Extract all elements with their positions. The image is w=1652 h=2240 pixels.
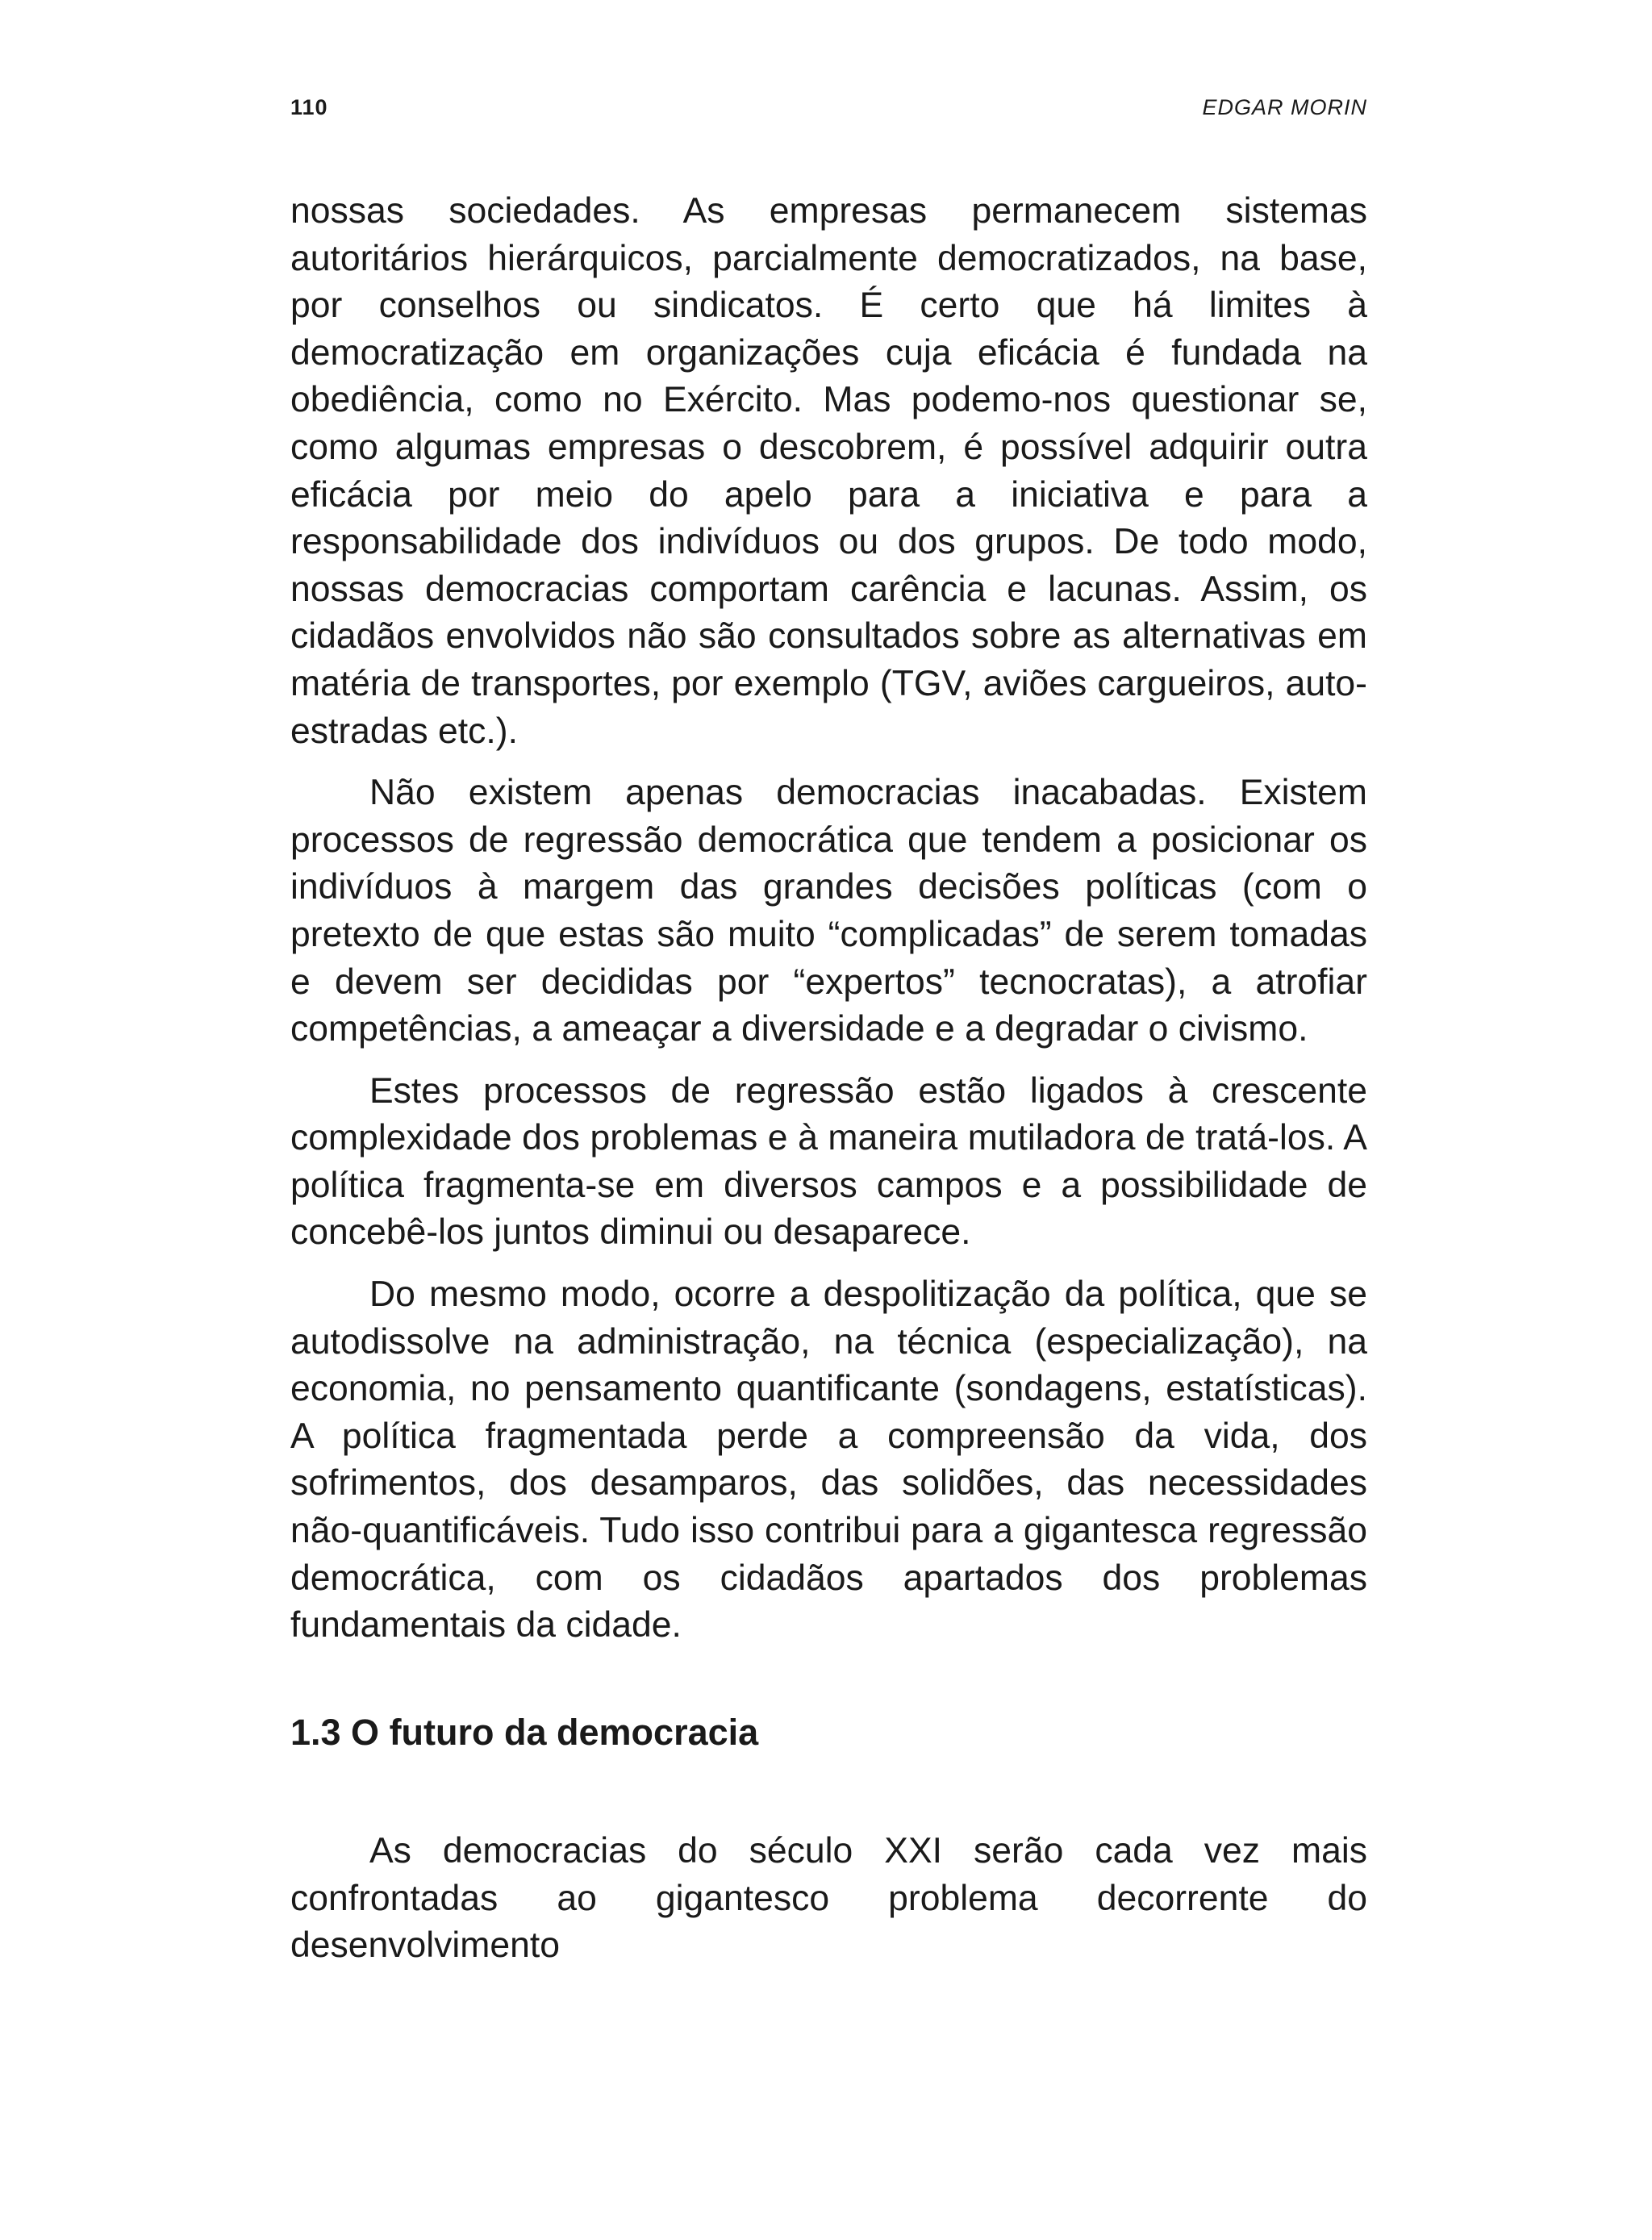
paragraph: As democracias do século XXI serão cada vez mais confrontadas ao gigantesco problema decorrente do desenvolvimento: [290, 1831, 1367, 1966]
running-head: EDGAR MORIN: [1202, 95, 1367, 119]
body-text: [290, 188, 1367, 1650]
page-header: [290, 95, 1367, 127]
section-body: [290, 1828, 1367, 1970]
paragraph: Do mesmo modo, ocorre a despolitização da política, que se autodissolve na administração, na técnica (especialização), na economia, no pensamento quantificante (sondagens, estatísticas). A política fragmentada perde a compreensão da vida, dos sofrimentos, dos desamparos, das solidões, das necessidades não-quantificáveis. Tudo isso contribui para a gigantesca regressão democrática, com os cidadãos apartados dos problemas fundamentais da cidade.: [290, 1274, 1367, 1646]
page-number: 110: [290, 95, 328, 119]
paragraph: nossas sociedades. As empresas permanecem sistemas autoritários hierárquicos, parcialmente democratizados, na base, por conselhos ou sindicatos. É certo que há limites à democratização em organizações cuja eficácia é fundada na obediência, como no Exército. Mas podemo-nos questionar se, como algumas empresas o descobrem, é possível adquirir outra eficácia por meio do apelo para a iniciativa e para a responsabilidade dos indivíduos ou dos grupos. De todo modo, nossas democracias comportam carência e lacunas. Assim, os cidadãos envolvidos não são consultados sobre as alternativas em matéria de transportes, por exemplo (TGV, aviões cargueiros, auto-estradas etc.).: [290, 191, 1367, 751]
section-heading: 1.3 O futuro da democracia: [290, 1712, 759, 1753]
paragraph: Não existem apenas democracias inacabadas. Existem processos de regressão democrática que tendem a posicionar os indivíduos à margem das grandes decisões políticas (com o pretexto de que estas são muito “complicadas” de serem tomadas e devem ser decididas por “expertos” tecnocratas), a atrofiar competências, a ameaçar a diversidade e a degradar o civismo.: [290, 773, 1367, 1049]
paragraph: Estes processos de regressão estão ligados à crescente complexidade dos problemas e à maneira mutiladora de tratá-los. A política fragmenta-se em diversos campos e a possibilidade de concebê-los juntos diminui ou desaparece.: [290, 1070, 1367, 1253]
